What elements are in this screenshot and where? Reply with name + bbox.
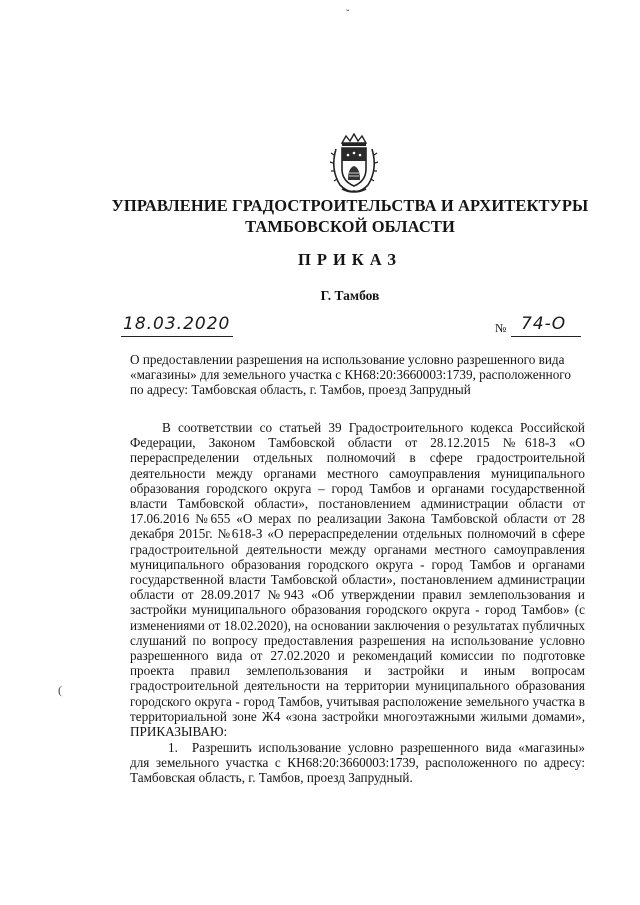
city-line: Г. Тамбов	[320, 288, 380, 303]
order-number: 74-О	[521, 314, 567, 334]
order-date-field	[121, 314, 233, 337]
tambov-coat-of-arms-icon	[328, 133, 380, 195]
organization-title-line-1: УПРАВЛЕНИЕ ГРАДОСТРОИТЕЛЬСТВА И АРХИТЕКТУРЫ	[111, 196, 589, 215]
order-number-label: №	[495, 321, 507, 335]
order-item-1	[130, 740, 585, 786]
order-number-field	[495, 314, 585, 336]
organization-title-line-2: ТАМБОВСКОЙ ОБЛАСТИ	[245, 217, 455, 236]
order-item-text: Разрешить использование условно разрешенного вида «магазины» для земельного участка с КН68:20:3660003:1739, расположенного по адресу: Тамбовская область, г. Тамбов, проезд Запрудный.	[130, 740, 585, 786]
order-subject: О предоставлении разрешения на использование условно разрешенного вида «магазины» для земельного участка с КН68:20:3660003:1739, расположенного по адресу: Тамбовская область, г. Тамбов, проезд Запрудный	[130, 352, 571, 397]
margin-mark: (	[58, 683, 62, 697]
preamble-paragraph: В соответствии со статьей 39 Градостроительного кодекса Российской Федерации, Законом Тамбовской области от 28.12.2015 №618-З «О перераспределении отдельных полномочий в сфере градостроительной деятельности между органами местного самоуправления муниципального образования городского округа – город Тамбов и органами государственной власти Тамбовской области», постановлением администрации области от 17.06.2016 №655 «О мерах по реализации Закона Тамбовской области от 28 декабря 2015г. №618-З «О перераспределении отдельных полномочий в сфере градостроительной деятельности между органами местного самоуправления муниципального образования городского округа - город Тамбов и органами государственной власти Тамбовской области», постановлением администрации области от 28.09.2017 №943 «Об утверждении правил землепользования и застройки муниципального образования городского округа - город Тамбов» (с изменениями от 18.02.2020), на основании заключения о результатах публичных слушаний по вопросу предоставления разрешения на использование условно разрешенного вида от 27.02.2020 и рекомендаций комиссии по подготовке проекта правил землепользования и застройки и иным вопросам градостроительной деятельности на территории муниципального образования городского округа - город Тамбов, учитывая расположение земельного участка в территориальной зоне Ж4 «зона застройки многоэтажными жилыми домами», ПРИКАЗЫВАЮ:	[130, 420, 585, 740]
scan-speck: ˇ	[346, 9, 350, 20]
organization-title	[60, 195, 640, 237]
document-type-title: ПРИКАЗ	[298, 250, 402, 269]
order-item-number: 1.	[168, 740, 178, 755]
order-number-line	[511, 314, 581, 337]
order-date: 18.03.2020	[123, 314, 231, 334]
